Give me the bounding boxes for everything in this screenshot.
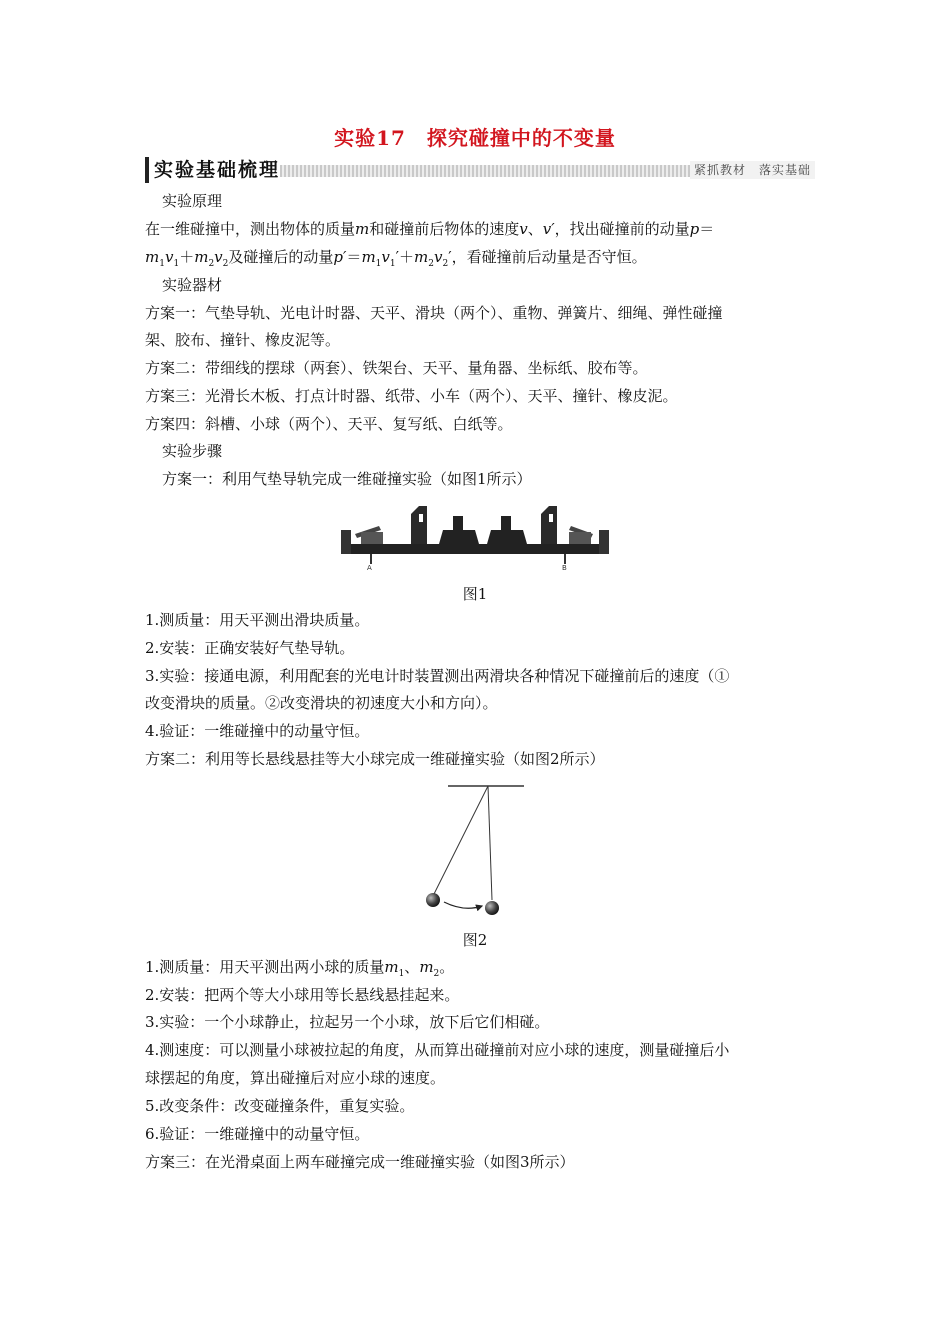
- figure-1-air-track: [335, 500, 615, 572]
- principle-line-1: 在一维碰撞中，测出物体的质量m和碰撞前后物体的速度v、v′，找出碰撞前的动量p＝: [145, 220, 715, 238]
- plan-1-step-1: 1.测质量：用天平测出滑块质量。: [145, 611, 370, 629]
- banner-bar: [145, 157, 149, 183]
- plan-2-step-1: 1.测质量：用天平测出两小球的质量$m_1$、$m_2$。: [145, 958, 455, 979]
- equipment-plan-3: 方案三：光滑长木板、打点计时器、纸带、小车（两个）、天平、撞针、橡皮泥。: [145, 387, 678, 405]
- plan-2-step-4-cont: 球摆起的角度，算出碰撞后对应小球的速度。: [145, 1069, 446, 1087]
- figure-1-caption: 图1: [462, 585, 488, 603]
- plan-2-step-5: 5.改变条件：改变碰撞条件，重复实验。: [145, 1097, 415, 1115]
- plan-1-step-3-cont: 改变滑块的质量。②改变滑块的初速度大小和方向）。: [145, 694, 498, 712]
- equipment-plan-1: 方案一：气垫导轨、光电计时器、天平、滑块（两个）、重物、弹簧片、细绳、弹性碰撞: [145, 304, 723, 322]
- figure-2-caption: 图2: [462, 931, 488, 949]
- section-banner: [145, 157, 815, 183]
- fig1-label-a: A: [367, 564, 372, 572]
- fig1-label-b: B: [562, 564, 567, 572]
- plan-2-step-3: 3.实验：一个小球静止，拉起另一个小球，放下后它们相碰。: [145, 1013, 550, 1031]
- equipment-heading: 实验器材: [162, 276, 223, 294]
- equipment-plan-4: 方案四：斜槽、小球（两个）、天平、复写纸、白纸等。: [145, 415, 513, 433]
- figure-2-pendulum: [420, 778, 530, 920]
- page-title: 实验17 探究碰撞中的不变量: [334, 126, 616, 150]
- plan-2-step-2: 2.安装：把两个等大小球用等长悬线悬挂起来。: [145, 986, 460, 1004]
- banner-right-text: 紧抓教材 落实基础: [690, 161, 815, 179]
- equipment-plan-2: 方案二：带细线的摆球（两套）、铁架台、天平、量角器、坐标纸、胶布等。: [145, 359, 648, 377]
- plan-2-step-4: 4.测速度：可以测量小球被拉起的角度，从而算出碰撞前对应小球的速度，测量碰撞后小: [145, 1041, 730, 1059]
- plan-1-intro: 方案一：利用气垫导轨完成一维碰撞实验（如图1所示）: [162, 470, 532, 488]
- plan-2-intro: 方案二：利用等长悬线悬挂等大小球完成一维碰撞实验（如图2所示）: [145, 750, 605, 768]
- plan-3-intro: 方案三：在光滑桌面上两车碰撞完成一维碰撞实验（如图3所示）: [145, 1153, 575, 1171]
- principle-heading: 实验原理: [162, 192, 223, 210]
- plan-1-step-2: 2.安装：正确安装好气垫导轨。: [145, 639, 355, 657]
- principle-line-2: $m_1v_1+m_2v_2$及碰撞后的动量$p'=m_1v_1'+m_2v_2'$，看碰撞前后动量是否守恒。: [145, 248, 647, 269]
- equipment-plan-1-cont: 架、胶布、撞针、橡皮泥等。: [145, 331, 341, 349]
- banner-label: 实验基础梳理: [154, 159, 281, 181]
- plan-2-step-6: 6.验证：一维碰撞中的动量守恒。: [145, 1125, 370, 1143]
- steps-heading: 实验步骤: [162, 442, 223, 460]
- plan-1-step-4: 4.验证：一维碰撞中的动量守恒。: [145, 722, 370, 740]
- plan-1-step-3: 3.实验：接通电源，利用配套的光电计时装置测出两滑块各种情况下碰撞前后的速度（①: [145, 667, 730, 685]
